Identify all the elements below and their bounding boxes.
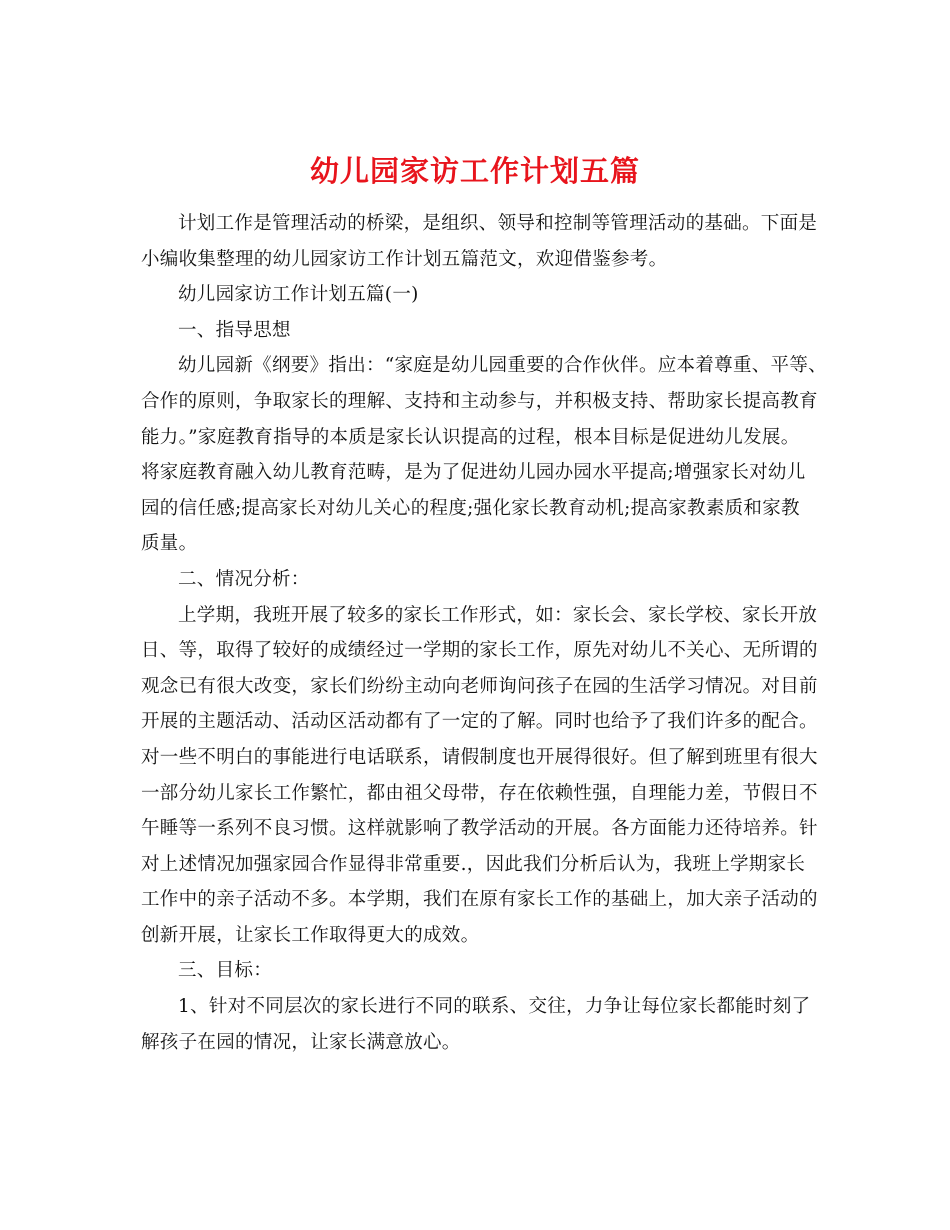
intro-paragraph: 计划工作是管理活动的桥梁，是组织、领导和控制等管理活动的基础。下面是 小编收集整理的幼儿园家访工作计划五篇范文，欢迎借鉴参考。 — [141, 213, 818, 270]
document-title: 幼儿园家访工作计划五篇 — [309, 154, 640, 189]
section-title-plan-one: 幼儿园家访工作计划五篇(一) — [178, 284, 419, 306]
guiding-ideology-paragraph: 幼儿园新《纲要》指出：“家庭是幼儿园重要的合作伙伴。应本着尊重、平等、 合作的原则，争取家长的理解、支持和主动参与，并积极支持、帮助家长提高教育 能力。”家庭教育指导的本质是家长认识提高的过程，根本目标是促进幼儿发展。 将家庭教育融入幼儿教育范畴，是为了促进幼儿园办园水平提高;增强家长对幼儿 园的信任感;提高家长对幼儿关心的程度;强化家长教育动机;提高家教素质和家教 质量。 — [141, 355, 827, 555]
situation-analysis-paragraph: 上学期，我班开展了较多的家长工作形式，如：家长会、家长学校、家长开放 日、等，取得了较好的成绩经过一学期的家长工作，原先对幼儿不关心、无所谓的 观念已有很大改变，家长们纷纷主动向老师询问孩子在园的生活学习情况。对目前 开展的主题活动、活动区活动都有了一定的了解。同时也给予了我们许多的配合。 对一些不明白的事能进行电话联系，请假制度也开展得很好。但了解到班里有很大 一部分幼儿家长工作繁忙，都由祖父母带，存在依赖性强，自理能力差，节假日不 午睡等一系列不良习惯。这样就影响了教学活动的开展。各方面能力还待培养。针 对上述情况加强家园合作显得非常重要.，因此我们分析后认为，我班上学期家长 工作中的亲子活动不多。本学期，我们在原有家长工作的基础上，加大亲子活动的 创新开展，让家长工作取得更大的成效。 — [141, 604, 818, 946]
document-body — [141, 206, 831, 1060]
heading-situation-analysis: 二、情况分析： — [178, 568, 310, 590]
heading-goals: 三、目标： — [178, 960, 273, 982]
heading-guiding-ideology: 一、指导思想 — [178, 319, 291, 341]
goal-item-1: 1、针对不同层次的家长进行不同的联系、交往，力争让每位家长都能时刻了 解孩子在园的情况，让家长满意放心。 — [141, 996, 811, 1053]
